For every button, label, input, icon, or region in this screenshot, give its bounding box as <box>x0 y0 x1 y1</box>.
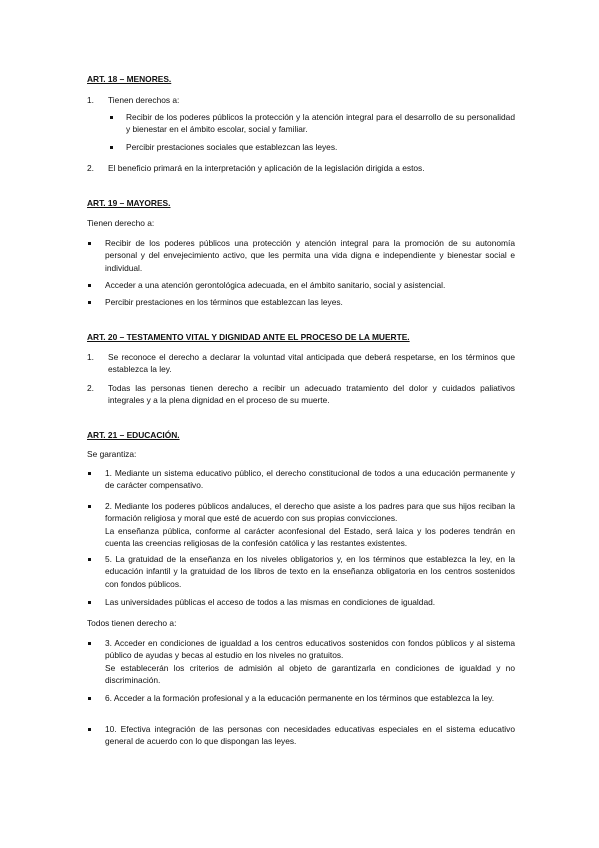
bullet-icon <box>88 472 91 475</box>
art18-item1-text: Tienen derechos a: <box>108 95 180 105</box>
bullet-icon <box>110 146 113 149</box>
art21-bullet-2 <box>105 500 515 550</box>
art20-item2-number: 2. <box>87 383 94 393</box>
art20-heading: ART. 20 – TESTAMENTO VITAL Y DIGNIDAD ANTE EL PROCESO DE LA MUERTE. <box>87 332 410 342</box>
art19-bullet-1: Recibir de los poderes públicos una protección y atención integral para la promoción de su autonomía personal y del envejecimiento activo, que les permita una vida digna e independiente y bienestar social e individual. <box>105 238 515 273</box>
bullet-icon <box>88 301 91 304</box>
art20-item2-text: Todas las personas tienen derecho a recibir un adecuado tratamiento del dolor y cuidados paliativos integrales y a la plena dignidad en el proceso de su muerte. <box>108 383 515 406</box>
bullet-icon <box>88 601 91 604</box>
art19-heading: ART. 19 – MAYORES. <box>87 198 171 208</box>
bullet-icon <box>88 697 91 700</box>
art21-bullet-1: 1. Mediante un sistema educativo público, el derecho constitucional de todos a una educación permanente y de carácter compensativo. <box>105 468 515 491</box>
art21-intro2: Todos tienen derecho a: <box>87 618 177 628</box>
art21-bullet2-3: 10. Efectiva integración de las personas con necesidades educativas especiales en el sistema educativo general de acuerdo con lo que dispongan las leyes. <box>105 724 515 747</box>
art21-heading: ART. 21 – EDUCACIÓN. <box>87 430 180 440</box>
bullet-icon <box>88 642 91 645</box>
bullet-icon <box>88 558 91 561</box>
art18-item1-number: 1. <box>87 95 94 105</box>
art18-subbullet-2: Percibir prestaciones sociales que establezcan las leyes. <box>126 142 338 152</box>
art18-subbullet-1: Recibir de los poderes públicos la protección y la atención integral para el desarrollo de su personalidad y bienestar en el ámbito escolar, social y familiar. <box>126 112 515 135</box>
bullet-icon <box>88 242 91 245</box>
art18-item2-text: El beneficio primará en la interpretación y aplicación de la legislación dirigida a estos. <box>108 163 425 173</box>
art19-intro: Tienen derecho a: <box>87 218 155 228</box>
art20-item1-text: Se reconoce el derecho a declarar la voluntad vital anticipada que deberá respetarse, en los términos que establezca la ley. <box>108 352 515 375</box>
bullet-icon <box>88 505 91 508</box>
art21-bullet-3: 5. La gratuidad de la enseñanza en los niveles obligatorios y, en los términos que establezca la ley, en la educación infantil y la gratuidad de los libros de texto en la enseñanza obligatoria en los centros sostenidos con fondos públicos. <box>105 554 515 589</box>
art21-bullet-2-text: 2. Mediante los poderes públicos andaluces, el derecho que asiste a los padres para que sus hijos reciban la formación religiosa y moral que esté de acuerdo con sus propias convicciones. <box>105 501 515 524</box>
art18-item2-number: 2. <box>87 163 94 173</box>
art21-bullet2-2: 6. Acceder a la formación profesional y a la educación permanente en los términos que establezca la ley. <box>105 693 495 703</box>
art21-intro: Se garantiza: <box>87 449 137 459</box>
art21-bullet2-1-text: 3. Acceder en condiciones de igualdad a los centros educativos sostenidos con fondos públicos y al sistema público de ayudas y becas al estudio en los niveles no gratuitos. <box>105 638 515 661</box>
art20-item1-number: 1. <box>87 352 94 362</box>
art21-bullet2-1-continuation: Se establecerán los criterios de admisión al objeto de garantizarla en condiciones de igualdad y no discriminación. <box>105 662 515 686</box>
bullet-icon <box>88 728 91 731</box>
bullet-icon <box>88 284 91 287</box>
art21-bullet-4: Las universidades públicas el acceso de todos a las mismas en condiciones de igualdad. <box>105 597 436 607</box>
art21-bullet-2-continuation: La enseñanza pública, conforme al carácter aconfesional del Estado, será laica y los poderes tendrán en cuenta las creencias religiosas de la confesión católica y las restantes existentes. <box>105 525 515 549</box>
art18-heading: ART. 18 – MENORES. <box>87 74 172 84</box>
art19-bullet-3: Percibir prestaciones en los términos que establezcan las leyes. <box>105 297 343 307</box>
bullet-icon <box>110 116 113 119</box>
art21-bullet2-1 <box>105 637 515 687</box>
art19-bullet-2: Acceder a una atención gerontológica adecuada, en el ámbito sanitario, social y asistencial. <box>105 280 446 290</box>
